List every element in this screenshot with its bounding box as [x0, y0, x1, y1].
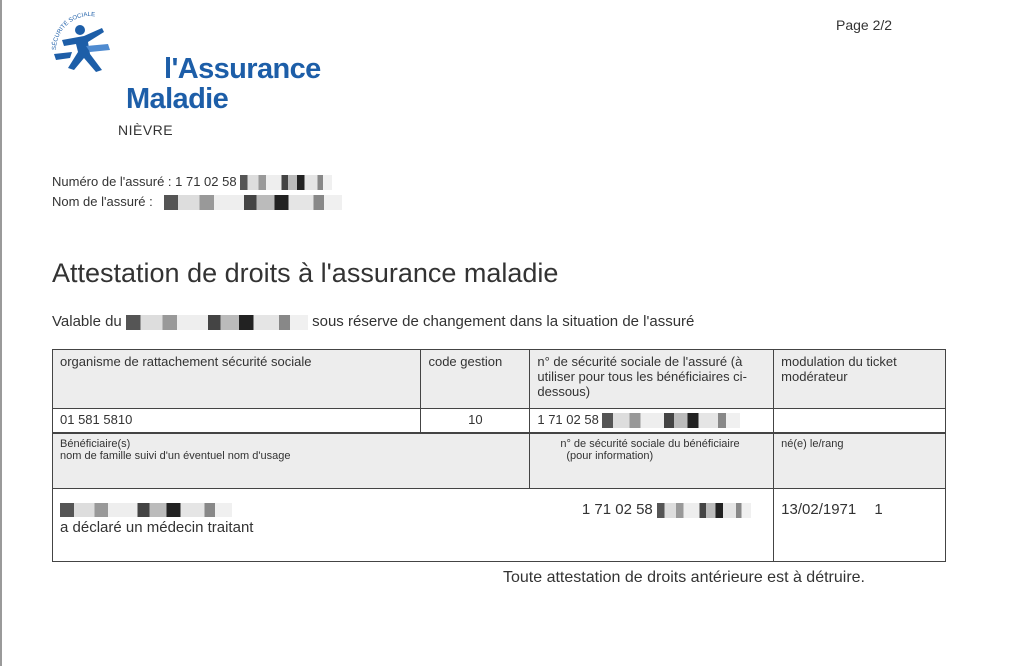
- insured-number-line: [52, 174, 332, 190]
- header-code-gestion: code gestion: [421, 350, 530, 409]
- page-number: Page 2/2: [836, 17, 893, 33]
- redacted-block: [164, 195, 342, 210]
- redacted-block: [126, 315, 308, 330]
- value-code-gestion: 10: [421, 409, 530, 434]
- redacted-block: [602, 413, 740, 428]
- validity-prefix: Valable du: [52, 313, 122, 330]
- beneficiary-header-row: [53, 433, 946, 489]
- beneficiary-row: [53, 489, 946, 562]
- redacted-block: [60, 503, 232, 517]
- header-birth-rank: né(e) le/rang: [774, 433, 946, 489]
- insured-name-line: [52, 194, 342, 210]
- page-edge: [0, 0, 2, 666]
- validity-line: [52, 313, 694, 330]
- beneficiary-rank: 1: [874, 501, 883, 518]
- validity-suffix: sous réserve de changement dans la situation de l'assuré: [312, 313, 695, 330]
- header-beneficiaire-sub: nom de famille suivi d'un éventuel nom d'usage: [60, 450, 291, 462]
- beneficiary-num-secu-cell: [530, 489, 774, 562]
- footer-note: Toute attestation de droits antérieure est à détruire.: [503, 569, 865, 586]
- value-num-secu: 1 71 02 58: [537, 412, 599, 427]
- insured-name-label: Nom de l'assuré :: [52, 194, 153, 209]
- table-header-row: [53, 350, 946, 409]
- logo-line2: Maladie: [126, 83, 229, 115]
- header-beneficiaire-cell: [53, 433, 530, 489]
- beneficiary-num-secu: 1 71 02 58: [581, 501, 653, 518]
- redacted-block: [240, 175, 332, 190]
- insured-number-label: Numéro de l'assuré : 1 71 02 58: [52, 174, 237, 189]
- header-organisme: organisme de rattachement sécurité sociale: [53, 350, 421, 409]
- redacted-block: [657, 503, 751, 518]
- table-row: [53, 409, 946, 434]
- department-label: NIÈVRE: [118, 122, 174, 138]
- value-num-secu-cell: [530, 409, 774, 434]
- header-beneficiaire: Bénéficiaire(s): [60, 438, 131, 450]
- header-num-secu-benef-sub: (pour information): [566, 450, 654, 462]
- header-num-secu: n° de sécurité sociale de l'assuré (à utiliser pour tous les bénéficiaires ci-dessous): [530, 350, 774, 409]
- svg-text:SÉCURITÉ SOCIALE: SÉCURITÉ SOCIALE: [51, 11, 96, 51]
- document-title: Attestation de droits à l'assurance maladie: [52, 258, 559, 288]
- beneficiary-birth-date: 13/02/1971: [781, 501, 857, 518]
- beneficiary-note: a déclaré un médecin traitant: [60, 518, 254, 536]
- rights-table: [52, 349, 946, 562]
- assurance-maladie-logo: [44, 10, 321, 115]
- header-num-secu-benef-cell: [530, 433, 774, 489]
- header-modulation: modulation du ticket modérateur: [774, 350, 946, 409]
- header-num-secu-benef: n° de sécurité sociale du bénéficiaire: [560, 438, 740, 450]
- beneficiary-name-cell: [53, 489, 530, 562]
- logo-line1: l'Assurance: [164, 53, 321, 85]
- beneficiary-birth-cell: [774, 489, 946, 562]
- value-organisme: 01 581 5810: [53, 409, 421, 434]
- value-modulation: [774, 409, 946, 434]
